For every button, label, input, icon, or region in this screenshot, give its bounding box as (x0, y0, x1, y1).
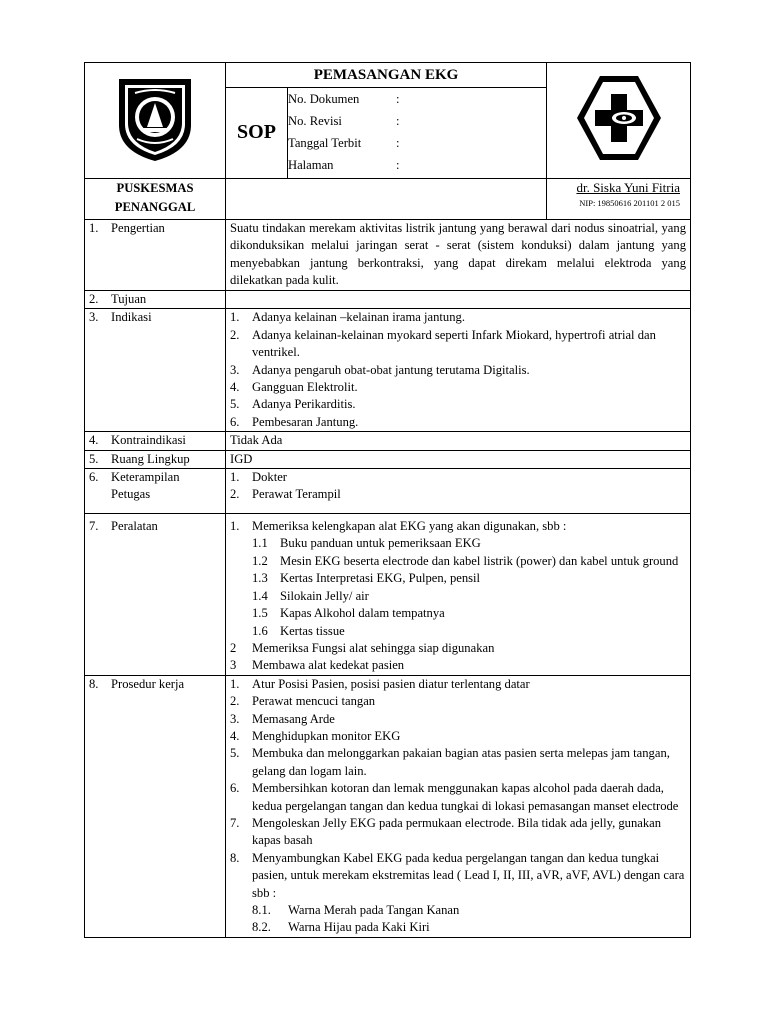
left-logo-cell (85, 63, 226, 179)
signer-block (547, 179, 691, 220)
list-item: 6. Membersihkan kotoran dan lemak menggunakan kapas alcohol pada daerah dada, kedua pergelangan tangan dan kedua tungkai di lokasi pemasangan manset electrode (230, 781, 679, 813)
list-item: 5. Membuka dan melonggarkan pakaian bagian atas pasien serta melepas jam tangan, gelang dan logam lain. (230, 746, 670, 778)
list-item: 1. Adanya kelainan –kelainan irama jantung. (230, 310, 465, 325)
sub-list-item: 1.2 Mesin EKG beserta electrode dan kabel listrik (power) dan kabel untuk ground (252, 553, 679, 568)
section-label: 8. Prosedur kerja (85, 675, 226, 937)
peralatan-list (226, 514, 691, 676)
meta-row: Halaman : (288, 158, 400, 172)
document-title: PEMASANGAN EKG (226, 63, 547, 88)
list-item: 2. Perawat Terampil (230, 487, 341, 502)
section-label: 7. Peralatan (85, 514, 226, 676)
sop-document (84, 62, 690, 958)
meta-row: No. Dokumen : (288, 92, 400, 106)
list-item: 3. Adanya pengaruh obat-obat jantung terutama Digitalis. (230, 362, 530, 377)
indikasi-list (226, 309, 691, 432)
list-item: 4. Gangguan Elektrolit. (230, 380, 358, 395)
document-meta (288, 88, 547, 179)
prosedur-list (226, 675, 691, 937)
sub-list-item: 1.5 Kapas Alkohol dalam tempatnya (252, 606, 445, 621)
kontraindikasi-text: Tidak Ada (226, 432, 691, 450)
sub-list-item: 8.1. Warna Merah pada Tangan Kanan (252, 903, 460, 917)
list-item: 7. Mengoleskan Jelly EKG pada permukaan electrode. Bila tidak ada jelly, gunakan kapas basah (230, 815, 662, 848)
sop-label: SOP (226, 88, 288, 179)
list-item: 4. Menghidupkan monitor EKG (230, 728, 401, 743)
sub-list-item: 1.4 Silokain Jelly/ air (252, 588, 369, 603)
sop-table (84, 62, 691, 938)
kabupaten-emblem-icon (113, 73, 197, 163)
list-item: 5. Adanya Perikarditis. (230, 397, 356, 412)
pengertian-text: Suatu tindakan merekam aktivitas listrik jantung yang berawal dari nodus sinoatrial, yang dikonduksikan melalui jaringan serat - serat (sistem konduksi) dalam jantung yang menyebabkan jantung berkontraksi, yang dapat direkam melalui elektroda yang dilekatkan pada kulit. (226, 220, 691, 291)
empty-header-cell (226, 179, 547, 220)
tujuan-text (226, 291, 691, 309)
puskesmas-logo-icon (573, 72, 665, 164)
meta-row: Tanggal Terbit : (288, 136, 400, 150)
section-label: 6. Keterampilan Petugas (85, 469, 226, 514)
sub-list-item: 8.2. Warna Hijau pada Kaki Kiri (252, 920, 430, 935)
organization-name: PUSKESMAS PENANGGAL (85, 179, 226, 220)
list-item: 3 Membawa alat kedekat pasien (230, 658, 405, 673)
section-label: 1. Pengertian (85, 220, 226, 291)
sub-list-item: 1.1 Buku panduan untuk pemeriksaan EKG (252, 536, 481, 551)
signer-name: dr. Siska Yuni Fitria (576, 180, 680, 195)
sub-list-item: 1.3 Kertas Interpretasi EKG, Pulpen, pensil (252, 571, 481, 586)
list-item: 2 Memeriksa Fungsi alat sehingga siap digunakan (230, 640, 495, 655)
keterampilan-list (226, 469, 691, 514)
section-label: 4. Kontraindikasi (85, 432, 226, 450)
section-label: 2. Tujuan (85, 291, 226, 309)
section-label: 5. Ruang Lingkup (85, 450, 226, 468)
list-item: 1. Dokter (230, 470, 287, 485)
list-item: 3. Memasang Arde (230, 711, 335, 726)
list-item: 8. Menyambungkan Kabel EKG pada kedua pergelangan tangan dan kedua tungkai pasien, untuk merekam ekstremitas lead ( Lead I, II, III, aVR, aVF, AVL) dengan cara sbb : (230, 850, 685, 900)
section-label: 3. Indikasi (85, 309, 226, 432)
list-item: 2. Perawat mencuci tangan (230, 694, 376, 709)
list-item: 6. Pembesaran Jantung. (230, 414, 359, 429)
signer-nip: NIP: 19850616 201101 2 015 (579, 198, 680, 209)
ruang-lingkup-text: IGD (226, 450, 691, 468)
sub-list-item: 1.6 Kertas tissue (252, 623, 345, 638)
right-logo-cell (547, 63, 691, 179)
list-item: 1. Memeriksa kelengkapan alat EKG yang akan digunakan, sbb : (230, 519, 567, 534)
meta-row: No. Revisi : (288, 114, 400, 128)
list-item: 2. Adanya kelainan-kelainan myokard seperti Infark Miokard, hypertrofi atrial dan ventrikel. (230, 327, 656, 360)
list-item: 1. Atur Posisi Pasien, posisi pasien diatur terlentang datar (230, 676, 530, 691)
